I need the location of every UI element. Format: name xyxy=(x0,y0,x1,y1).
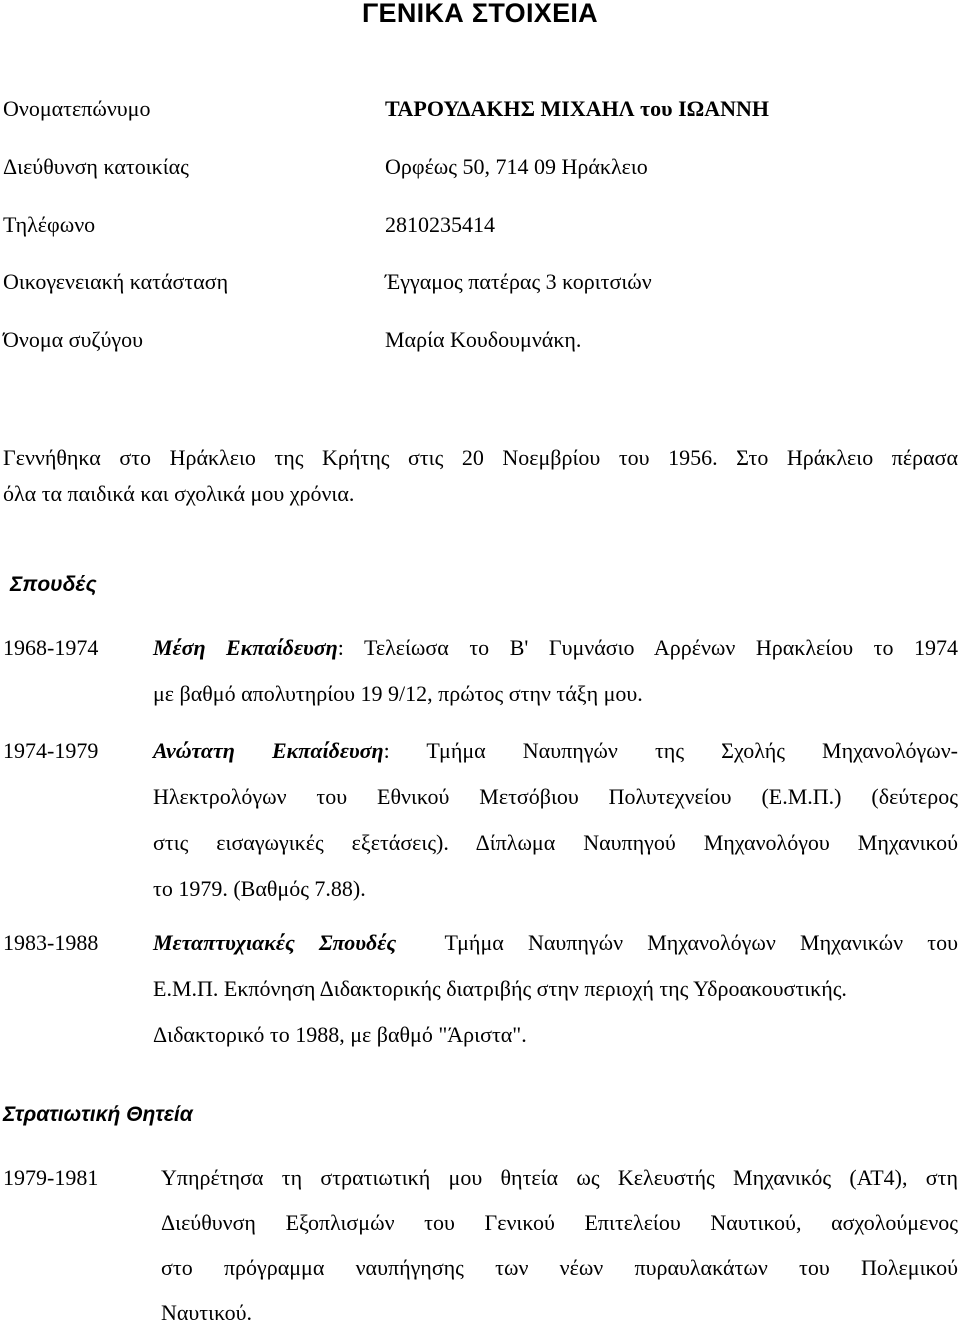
info-value: Ορφέως 50, 714 09 Ηράκλειο xyxy=(385,154,648,179)
military-text: Ναυτικού. xyxy=(161,1300,253,1325)
info-row-spouse xyxy=(3,327,953,357)
study-body xyxy=(153,920,958,1058)
study-text: : Τελείωσα το Β' Γυμνάσιο Αρρένων Ηρακλείου το 1974 xyxy=(337,635,959,660)
info-value: Μαρία Κουδουμνάκη. xyxy=(385,327,582,352)
military-text: στο πρόγραμμα ναυπήγησης των νέων πυραυλακάτων του Πολεμικού xyxy=(161,1255,958,1280)
study-text: το 1979. (Βαθμός 7.88). xyxy=(153,876,366,901)
info-row-name xyxy=(3,96,953,126)
birth-paragraph xyxy=(3,440,958,512)
info-label: Όνομα συζύγου xyxy=(3,327,144,352)
study-text: Ηλεκτρολόγων του Εθνικού Μετσόβιου Πολυτεχνείου (Ε.Μ.Π.) (δεύτερος xyxy=(153,784,958,809)
studies-heading: Σπουδές xyxy=(10,573,97,596)
info-row-phone xyxy=(3,212,953,242)
birth-line: Γεννήθηκα στο Ηράκλειο της Κρήτης στις 20 Νοεμβρίου του 1956. Στο Ηράκλειο πέρασα xyxy=(3,445,958,470)
study-text: Διδακτορικό το 1988, με βαθμό "Άριστα". xyxy=(153,1022,527,1047)
study-body xyxy=(153,625,958,717)
study-text: : Τμήμα Ναυπηγών της Σχολής Μηχανολόγων- xyxy=(383,738,958,763)
study-text: στις εισαγωγικές εξετάσεις). Δίπλωμα Ναυπηγού Μηχανολόγου Μηχανικού xyxy=(153,830,958,855)
study-text: με βαθμό απολυτηρίου 19 9/12, πρώτος στην τάξη μου. xyxy=(153,681,643,706)
info-value: Έγγαμος πατέρας 3 κοριτσιών xyxy=(385,269,652,294)
military-body xyxy=(161,1155,958,1335)
military-years: 1979-1981 xyxy=(3,1165,99,1190)
birth-line: όλα τα παιδικά και σχολικά μου χρόνια. xyxy=(3,481,355,506)
info-value: 2810235414 xyxy=(385,212,495,237)
info-label: Τηλέφωνο xyxy=(3,212,96,237)
study-body xyxy=(153,728,958,912)
info-value: ΤΑΡΟΥΔΑΚΗΣ ΜΙΧΑΗΛ του ΙΩΑΝΝΗ xyxy=(385,96,770,121)
study-years: 1974-1979 xyxy=(3,738,99,763)
info-row-address xyxy=(3,154,953,184)
study-label: Μέση Εκπαίδευση xyxy=(153,635,338,660)
page-title: ΓΕΝΙΚΑ ΣΤΟΙΧΕΙΑ xyxy=(362,0,598,28)
study-text: Ε.Μ.Π. Εκπόνηση Διδακτορικής διατριβής στην περιοχή της Υδροακουστικής. xyxy=(153,976,847,1001)
info-label: Διεύθυνση κατοικίας xyxy=(3,154,189,179)
study-years: 1983-1988 xyxy=(3,930,99,955)
study-label: Μεταπτυχιακές Σπουδές xyxy=(153,930,397,955)
study-years: 1968-1974 xyxy=(3,635,99,660)
military-heading: Στρατιωτική Θητεία xyxy=(3,1103,193,1126)
study-label: Ανώτατη Εκπαίδευση xyxy=(153,738,384,763)
military-text: Διεύθυνση Εξοπλισμών του Γενικού Επιτελείου Ναυτικού, ασχολούμενος xyxy=(161,1210,958,1235)
info-label: Οικογενειακή κατάσταση xyxy=(3,269,229,294)
info-label: Ονοματεπώνυμο xyxy=(3,96,151,121)
info-row-marital xyxy=(3,269,953,299)
military-text: Υπηρέτησα τη στρατιωτική μου θητεία ως Κελευστής Μηχανικός (ΑΤ4), στη xyxy=(161,1165,958,1190)
study-text: Τμήμα Ναυπηγών Μηχανολόγων Μηχανικών του xyxy=(444,930,958,955)
